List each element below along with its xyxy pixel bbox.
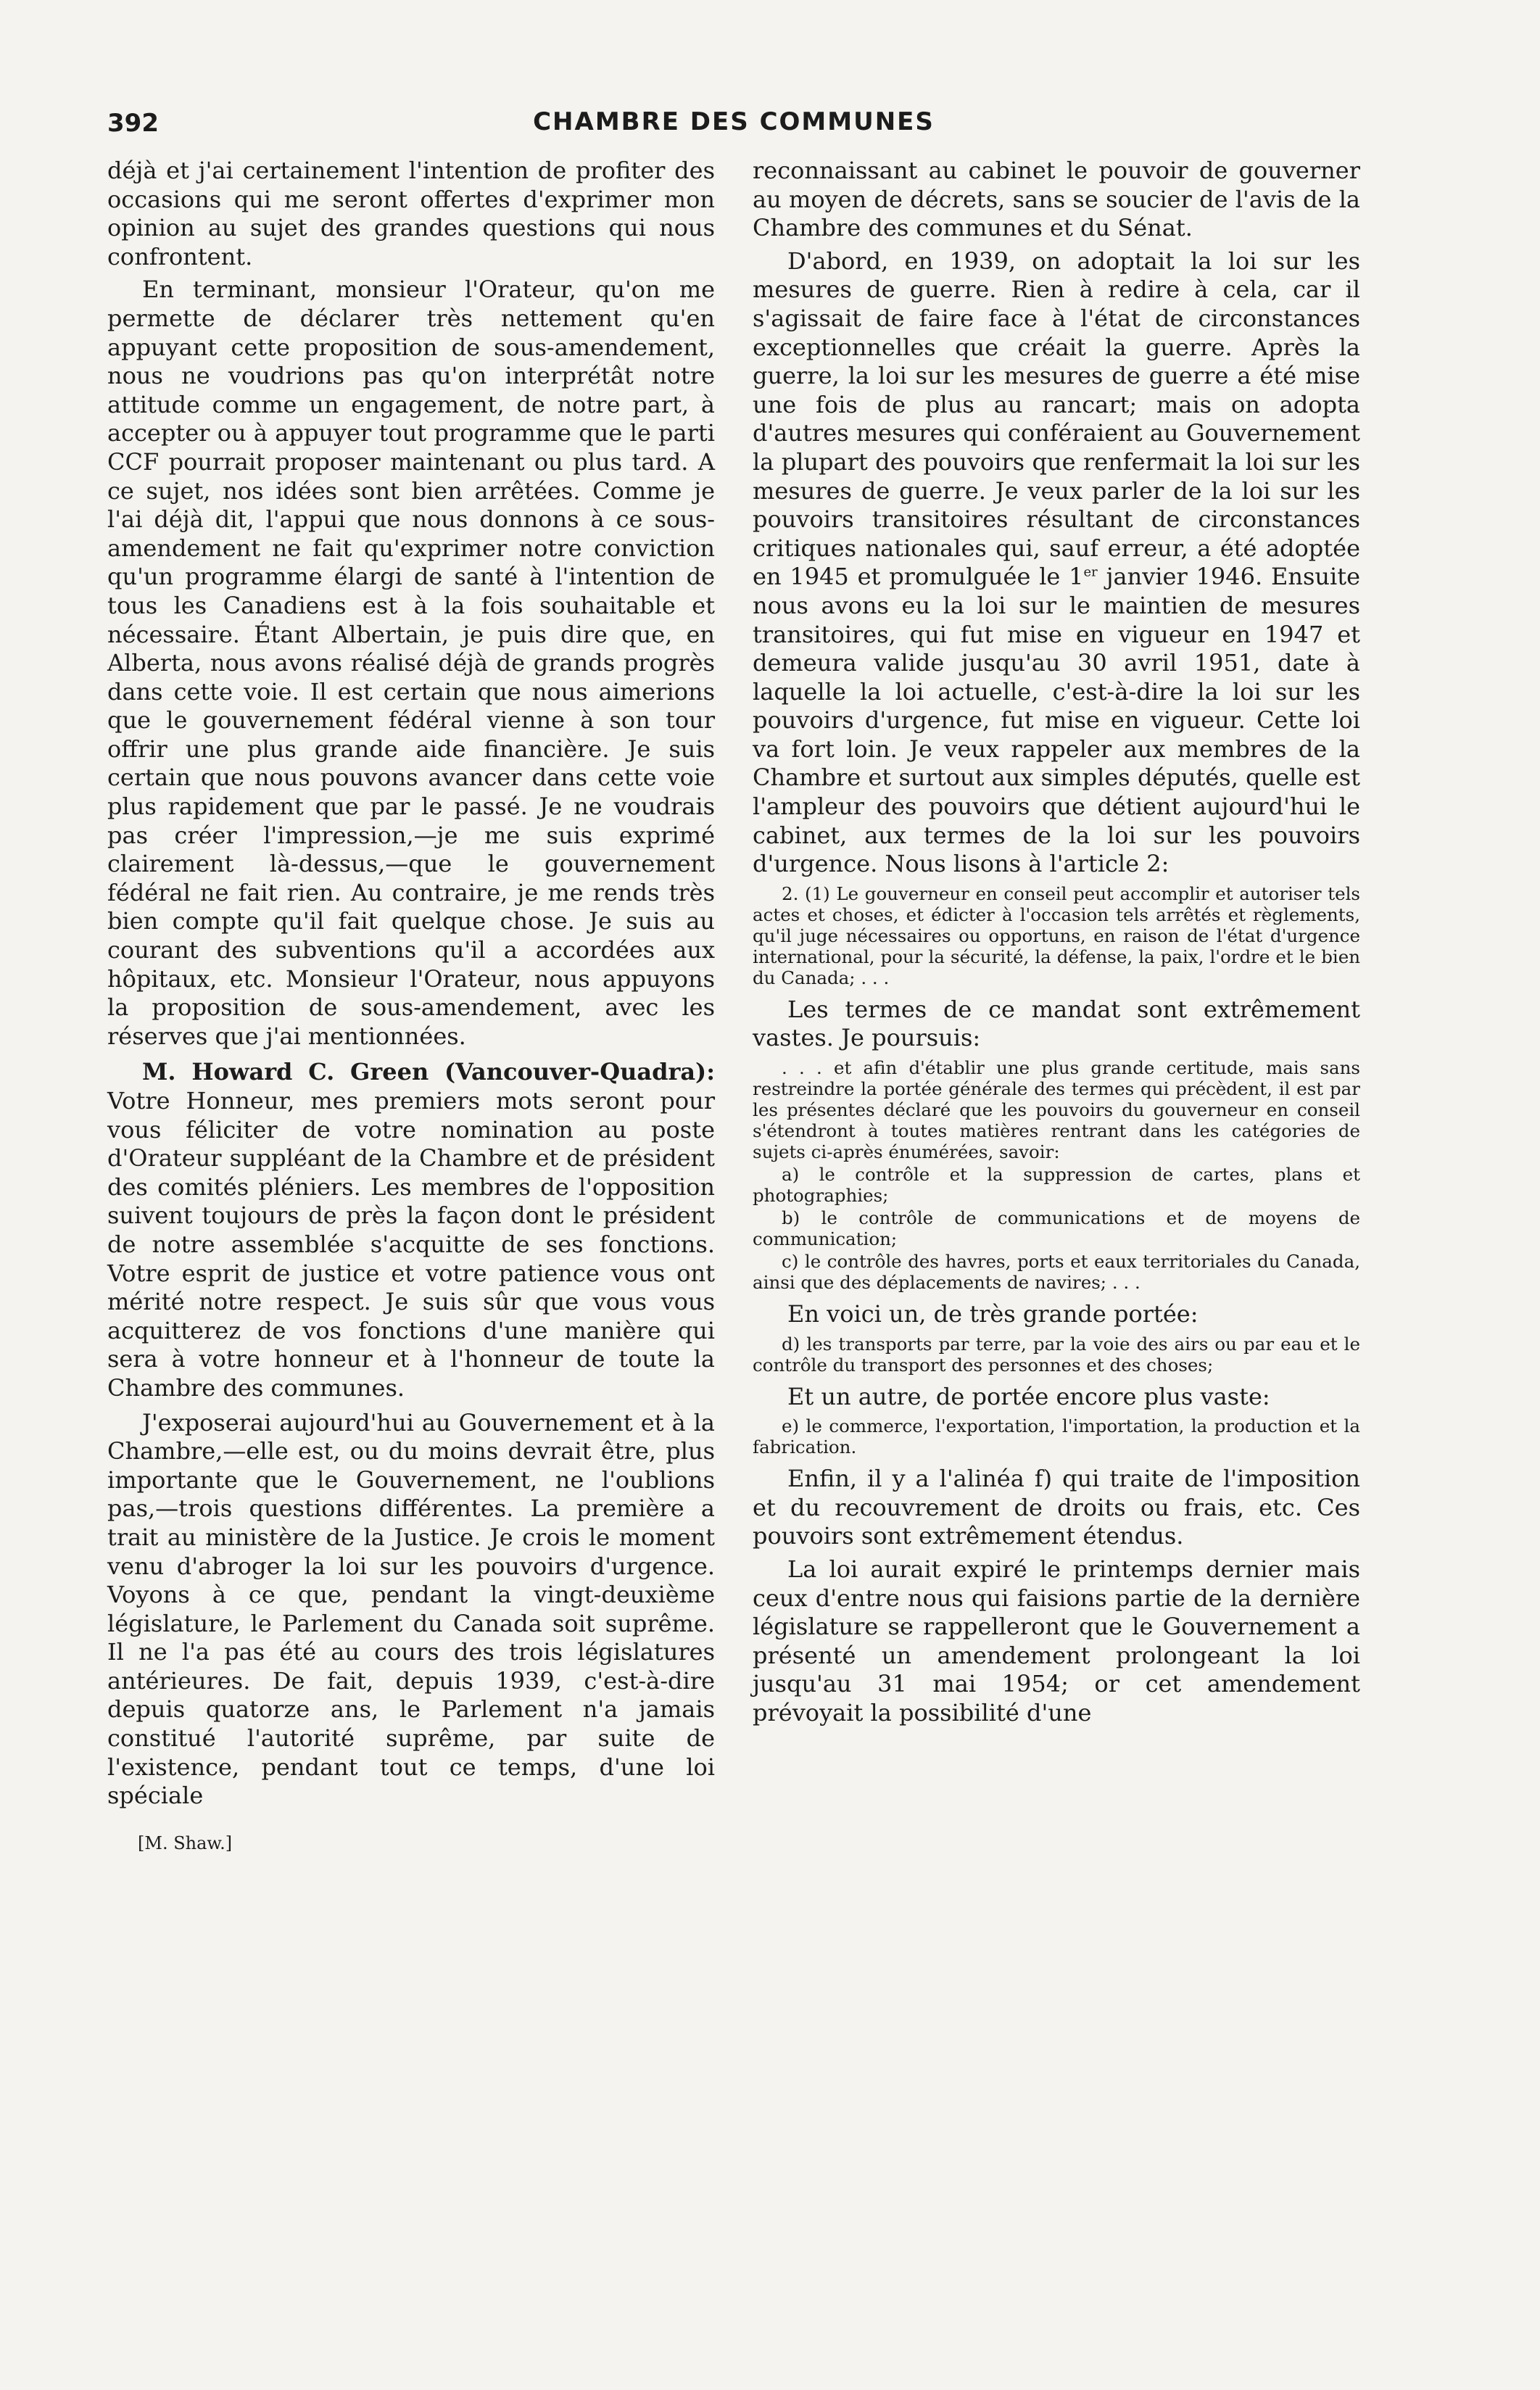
paragraph: reconnaissant au cabinet le pouvoir de gouverner au moyen de décrets, sans se soucier de l'avis de la Chambre des communes et du Sénat. — [753, 157, 1360, 242]
speaker-paragraph — [107, 1058, 715, 1402]
legal-quote: d) les transports par terre, par la voie des airs ou par eau et le contrôle du transport des personnes et des choses; — [753, 1333, 1360, 1376]
right-column — [753, 157, 1360, 1732]
legal-quote: e) le commerce, l'exportation, l'importation, la production et la fabrication. — [753, 1415, 1360, 1458]
paragraph: La loi aurait expiré le printemps dernier mais ceux d'entre nous qui faisions partie de la dernière législature se rappelleront que le Gouvernement a présenté un amendement prolongeant la loi jusqu'au 31 mai 1954; or cet amendement prévoyait la possibilité d'une — [753, 1555, 1360, 1727]
page-header — [107, 100, 1360, 144]
legal-quote: . . . et afin d'établir une plus grande certitude, mais sans restreindre la portée générale des termes qui précèdent, il est par les présentes déclaré que les pouvoirs du gouverneur en conseil s'étendront à toutes matières rentrant dans les catégories de sujets ci-après énumérées, savoir: — [753, 1057, 1360, 1163]
paragraph: En terminant, monsieur l'Orateur, qu'on me permette de déclarer très nettement qu'en appuyant cette proposition de sous-amendement, nous ne voudrions pas qu'on interprétât notre attitude comme un engagement, de notre part, à accepter ou à appuyer tout programme que le parti CCF pourrait proposer maintenant ou plus tard. A ce sujet, nos idées sont bien arrêtées. Comme je l'ai déjà dit, l'appui que nous donnons à ce sous-amendement ne fait qu'exprimer notre conviction qu'un programme élargi de santé à l'intention de tous les Canadiens est à la fois souhaitable et nécessaire. Étant Albertain, je puis dire que, en Alberta, nous avons réalisé déjà de grands progrès dans cette voie. Il est certain que nous aimerions que le gouvernement fédéral vienne à son tour offrir une plus grande aide financière. Je suis certain que nous pouvons avancer dans cette voie plus rapidement que par le passé. Je ne voudrais pas créer l'impression,—je me suis exprimé clairement là-dessus,—que le gouvernement fédéral ne fait rien. Au contraire, je me rends très bien compte qu'il fait quelque chose. Je suis au courant des subventions qu'il a accordées aux hôpitaux, etc. Monsieur l'Orateur, nous appuyons la proposition de sous-amendement, avec les réserves que j'ai mentionnées. — [107, 276, 715, 1050]
paragraph: Et un autre, de portée encore plus vaste: — [787, 1382, 1270, 1410]
paragraph: déjà et j'ai certainement l'intention de profiter des occasions qui me seront offertes d'exprimer mon opinion au sujet des grandes questions qui nous confrontent. — [107, 157, 715, 270]
legal-quote-item: a) le contrôle et la suppression de cartes, plans et photographies; — [753, 1164, 1360, 1207]
paragraph: Enfin, il y a l'alinéa f) qui traite de l'imposition et du recouvrement de droits ou frais, etc. Ces pouvoirs sont extrêmement étendus. — [753, 1465, 1360, 1550]
speaker-attribution: [M. Shaw.] — [138, 1832, 233, 1853]
paragraph-text: Votre Honneur, mes premiers mots seront pour vous féliciter de votre nomination au poste d'Orateur suppléant de la Chambre et de président des comités pléniers. Les membres de l'opposition suivent toujours de près la façon dont le président de notre assemblée s'acquitte de ses fonctions. Votre esprit de justice et votre patience vous ont mérité notre respect. Je suis sûr que vous vous acquitterez de vos fonctions d'une manière qui sera à votre honneur et à l'honneur de toute la Chambre des communes. — [107, 1087, 715, 1402]
paragraph-text: D'abord, en 1939, on adoptait la loi sur les mesures de guerre. Rien à redire à cela, car il s'agissait de faire face à l'état de circonstances exceptionnelles que créait la guerre. Après la guerre, la loi sur les mesures de guerre a été mise une fois de plus au rancart; mais on adopta d'autres mesures qui conféraient au Gouvernement la plupart des pouvoirs que renfermait la loi sur les mesures de guerre. Je veux parler de la loi sur les pouvoirs transitoires résultant de circonstances critiques nationales qui, sauf erreur, a été adoptée en 1945 et promulguée le 1 — [753, 247, 1360, 591]
paragraph: Les termes de ce mandat sont extrêmement vastes. Je poursuis: — [753, 995, 1360, 1052]
running-title: CHAMBRE DES COMMUNES — [533, 107, 935, 136]
speaker-name: M. Howard C. Green (Vancouver-Quadra): — [142, 1058, 715, 1086]
legal-quote-item: b) le contrôle de communications et de moyens de communication; — [753, 1207, 1360, 1250]
legal-quote: 2. (1) Le gouverneur en conseil peut accomplir et autoriser tels actes et choses, et édicter à l'occasion tels arrêtés et règlements, qu'il juge nécessaires ou opportuns, en raison de l'état d'urgence international, pour la sécurité, la défense, la paix, l'ordre et le bien du Canada; . . . — [753, 882, 1360, 988]
superscript: er — [1083, 564, 1098, 580]
paragraph: J'exposerai aujourd'hui au Gouvernement et à la Chambre,—elle est, ou du moins devrait être, plus importante que le Gouvernement, ne l'oublions pas,—trois questions différentes. La première a trait au ministère de la Justice. Je crois le moment venu d'abroger la loi sur les pouvoirs d'urgence. Voyons à ce que, pendant la vingt-deuxième législature, le Parlement du Canada soit suprême. Il ne l'a pas été au cours des trois législatures antérieures. De fait, depuis 1939, c'est-à-dire depuis quatorze ans, le Parlement n'a jamais constitué l'autorité suprême, par suite de l'existence, pendant tout ce temps, d'une loi spéciale — [107, 1408, 715, 1810]
paragraph — [753, 247, 1360, 879]
paragraph-text: janvier 1946. Ensuite nous avons eu la loi sur le maintien de mesures transitoires, qui fut mise en vigueur en 1947 et demeura valide jusqu'au 30 avril 1951, date à laquelle la loi actuelle, c'est-à-dire la loi sur les pouvoirs d'urgence, fut mise en vigueur. Cette loi va fort loin. Je veux rappeler aux membres de la Chambre et surtout aux simples députés, quelle est l'ampleur des pouvoirs que détient aujourd'hui le cabinet, aux termes de la loi sur les pouvoirs d'urgence. Nous lisons à l'article 2: — [753, 563, 1361, 878]
page-number: 392 — [107, 109, 159, 138]
legal-quote-item: c) le contrôle des havres, ports et eaux territoriales du Canada, ainsi que des déplacements de navires; . . . — [753, 1251, 1360, 1294]
paragraph: En voici un, de très grande portée: — [787, 1300, 1199, 1328]
left-column — [107, 157, 715, 1858]
